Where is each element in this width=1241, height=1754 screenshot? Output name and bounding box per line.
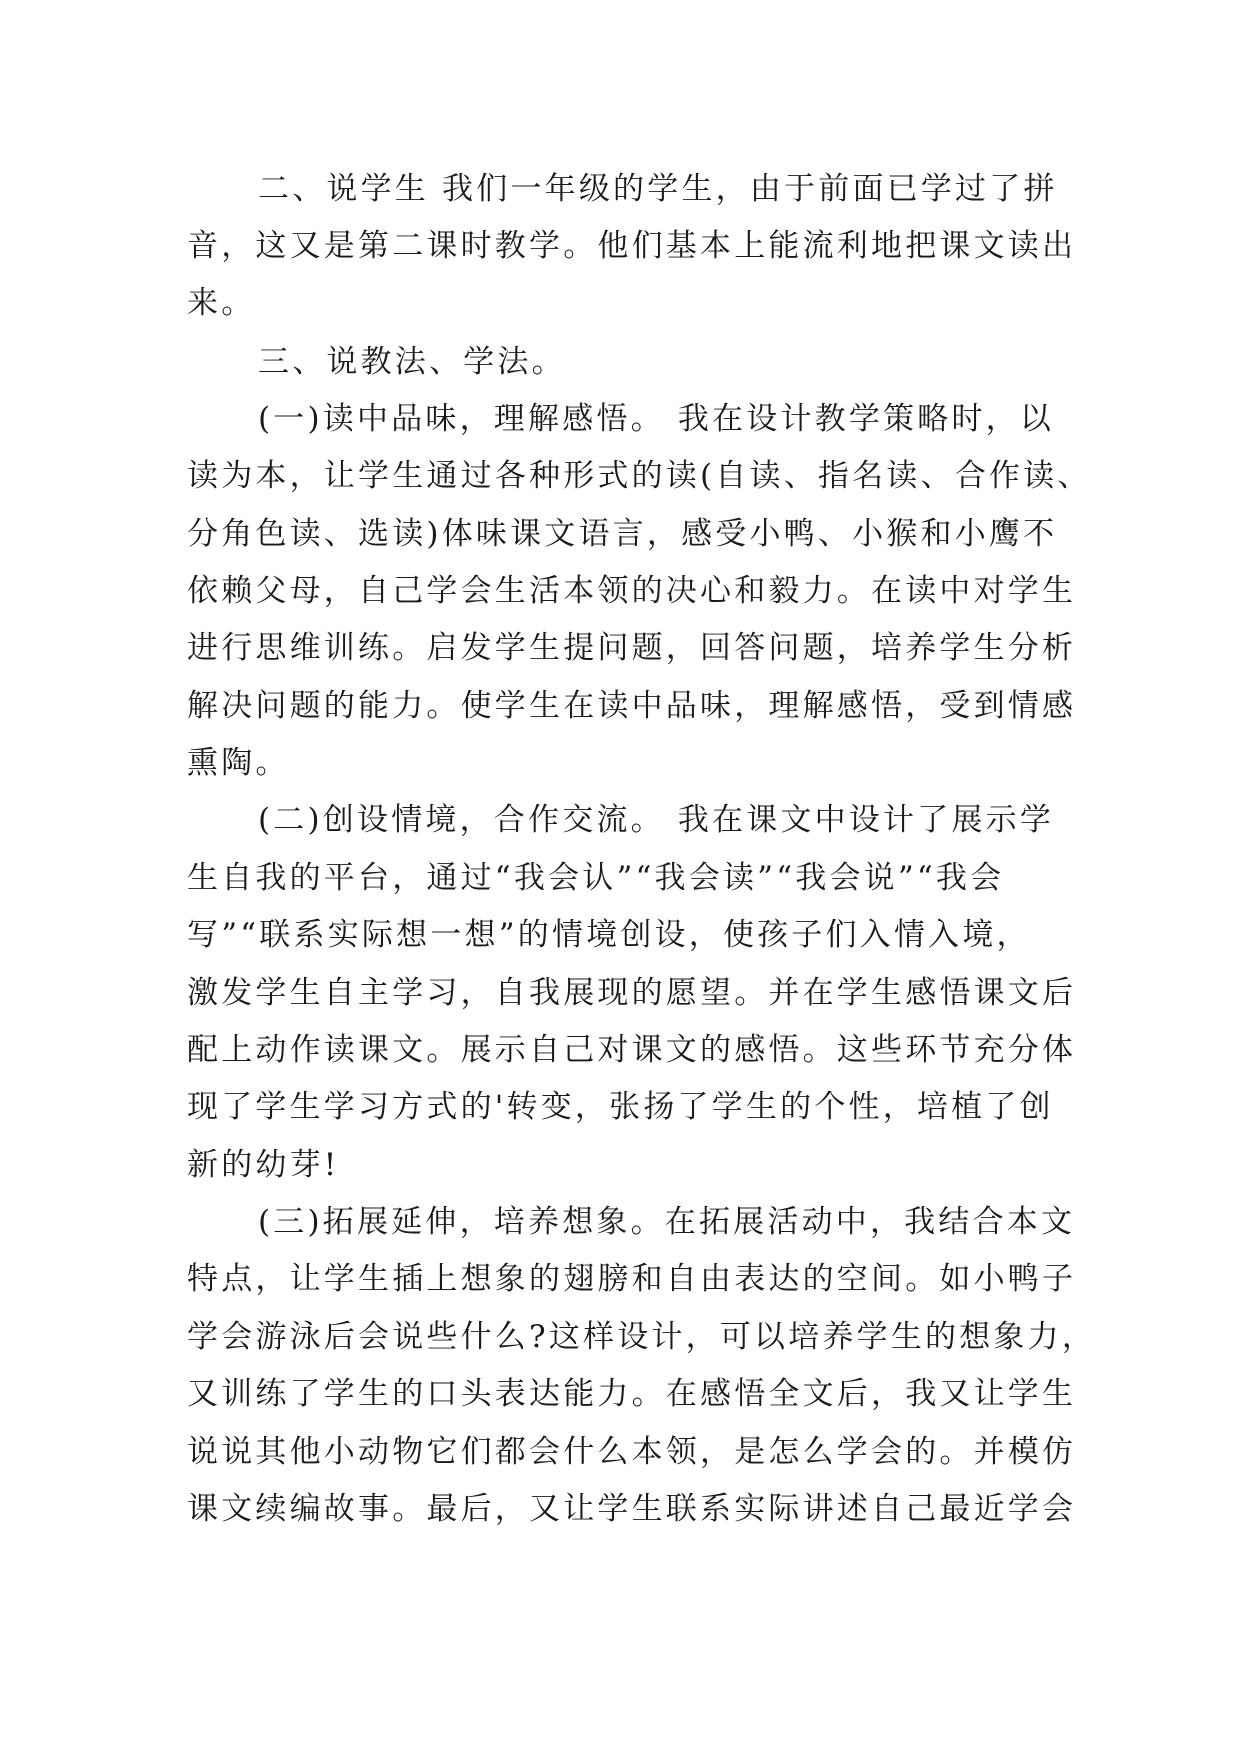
text-line: 进行思维训练。启发学生提问题，回答问题，培养学生分析 [187,630,1077,666]
text-line: 依赖父母，自己学会生活本领的决心和毅力。在读中对学生 [187,573,1077,609]
text-line: 解决问题的能力。使学生在读中品味，理解感悟，受到情感 [187,688,1077,724]
text-line: 生自我的平台，通过“我会认”“我会读”“我会说”“我会 [187,860,1005,896]
text-line: (二)创设情境，合作交流。 我在课文中设计了展示学 [258,802,1055,838]
text-line: (一)读中品味，理解感悟。 我在设计教学策略时，以 [258,401,1055,437]
text-line: 配上动作读课文。展示自己对课文的感悟。这些环节充分体 [187,1032,1077,1068]
text-line: 说说其他小动物它们都会什么本领，是怎么学会的。并模仿 [187,1434,1077,1470]
text-line: 分角色读、选读)体味课文语言，感受小鸭、小猴和小鹰不 [187,516,1058,552]
text-line: 读为本，让学生通过各种形式的读(自读、指名读、合作读、 [187,458,1092,494]
section-heading: 三、说教法、学法。 [258,344,566,380]
text-line: 熏陶。 [187,745,290,781]
text-line: (三)拓展延伸，培养想象。在拓展活动中，我结合本文 [258,1204,1076,1240]
text-line: 激发学生自主学习，自我展现的愿望。并在学生感悟课文后 [187,975,1077,1011]
text-line: 又训练了学生的口头表达能力。在感悟全文后，我又让学生 [187,1376,1077,1412]
text-line: 写”“联系实际想一想”的情境创设，使孩子们入情入境， [187,917,1031,953]
text-line: 二、说学生 我们一年级的学生，由于前面已学过了拼 [258,171,1058,207]
text-line: 学会游泳后会说些什么?这样设计，可以培养学生的想象力， [187,1319,1097,1355]
text-line: 现了学生学习方式的'转变，张扬了学生的个性，培植了创 [187,1089,1054,1125]
text-line: 课文续编故事。最后，又让学生联系实际讲述自己最近学会 [187,1491,1077,1527]
text-line: 新的幼芽! [187,1147,340,1183]
text-line: 特点，让学生插上想象的翅膀和自由表达的空间。如小鸭子 [187,1261,1077,1297]
text-line: 音，这又是第二课时教学。他们基本上能流利地把课文读出 [187,228,1077,264]
text-line: 来。 [187,285,256,321]
